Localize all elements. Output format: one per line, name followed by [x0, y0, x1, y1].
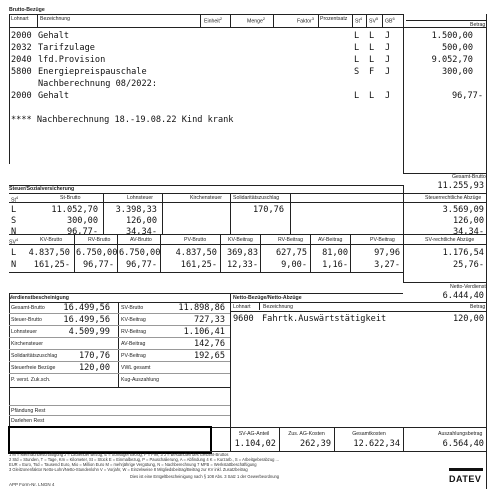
- header-gb: $GB^6$: [385, 16, 395, 25]
- table-row-desc: Gehalt: [38, 31, 70, 41]
- header-soli: Solidaritätszuschlag: [233, 195, 280, 201]
- table-row-amount: 1.500,00: [431, 31, 473, 41]
- header-lohnart: Lohnart: [11, 16, 29, 22]
- table-row-code: 9600: [233, 314, 254, 324]
- gesamt-brutto-label: Gesamt-Brutto: [452, 174, 486, 180]
- gesamtkosten-label: Gesamtkosten: [352, 431, 386, 437]
- header-einheit: Einheit$^2$: [204, 16, 223, 25]
- form-number: APP Form-Nr. LNGN 4: [9, 482, 55, 487]
- table-row-code: 2000: [11, 31, 32, 41]
- divider: [9, 14, 403, 15]
- sv-ag-value: 1.104,02: [234, 439, 276, 449]
- header-betrag: Betrag: [470, 22, 486, 28]
- steuer-abzuege-label: Steuerrechtliche Abzüge: [425, 195, 482, 201]
- header-bezeichnung: Bezeichnung: [40, 16, 70, 22]
- gesamt-brutto-value: 11.255,93: [437, 181, 484, 191]
- datev-logo: DATEV: [449, 474, 482, 484]
- netto-verdienst-label: Netto-Verdienst: [450, 284, 486, 290]
- section-title-netto: Netto-Bezüge/Netto-Abzüge: [233, 295, 302, 301]
- header-menge: Menge$^2$: [247, 16, 266, 25]
- section-title-verdienst: Verdienstbescheinigung: [9, 295, 69, 301]
- section-title-brutto: Brutto-Bezüge: [9, 7, 45, 13]
- netto-verdienst-value: 6.444,40: [442, 291, 484, 301]
- zus-ag-value: 262,39: [299, 439, 331, 449]
- address-box: [8, 426, 212, 454]
- header-prozentsatz: Prozentsatz: [320, 16, 348, 22]
- header-sv: $SV^5$: [369, 16, 379, 25]
- header-st-brutto: St-Brutto: [60, 195, 81, 201]
- auszahlung-label: Auszahlungsbetrag: [438, 431, 483, 437]
- gesamtkosten-value: 12.622,34: [353, 439, 400, 449]
- header-st: St$^4$: [355, 16, 363, 25]
- auszahlung-value: 6.564,40: [442, 439, 484, 449]
- sv-abzuege-label: SV-rechtliche Abzüge: [425, 237, 475, 243]
- section-title-steuer: Steuer/Sozialversicherung: [9, 186, 75, 192]
- header-faktor: Faktor$^3$: [297, 16, 314, 25]
- table-row-amount: 120,00: [452, 314, 484, 324]
- zus-ag-label: Zus. AG-Kosten: [288, 431, 325, 437]
- note-text: **** Nachberechnung 18.-19.08.22 Kind krank: [11, 115, 234, 125]
- sv-ag-label: SV-AG-Anteil: [238, 431, 270, 437]
- header-kirchensteuer: Kirchensteuer: [190, 195, 223, 201]
- table-row-desc: Fahrtk.Auswärtstätigkeit: [262, 314, 387, 324]
- header-lohnsteuer: Lohnsteuer: [127, 195, 153, 201]
